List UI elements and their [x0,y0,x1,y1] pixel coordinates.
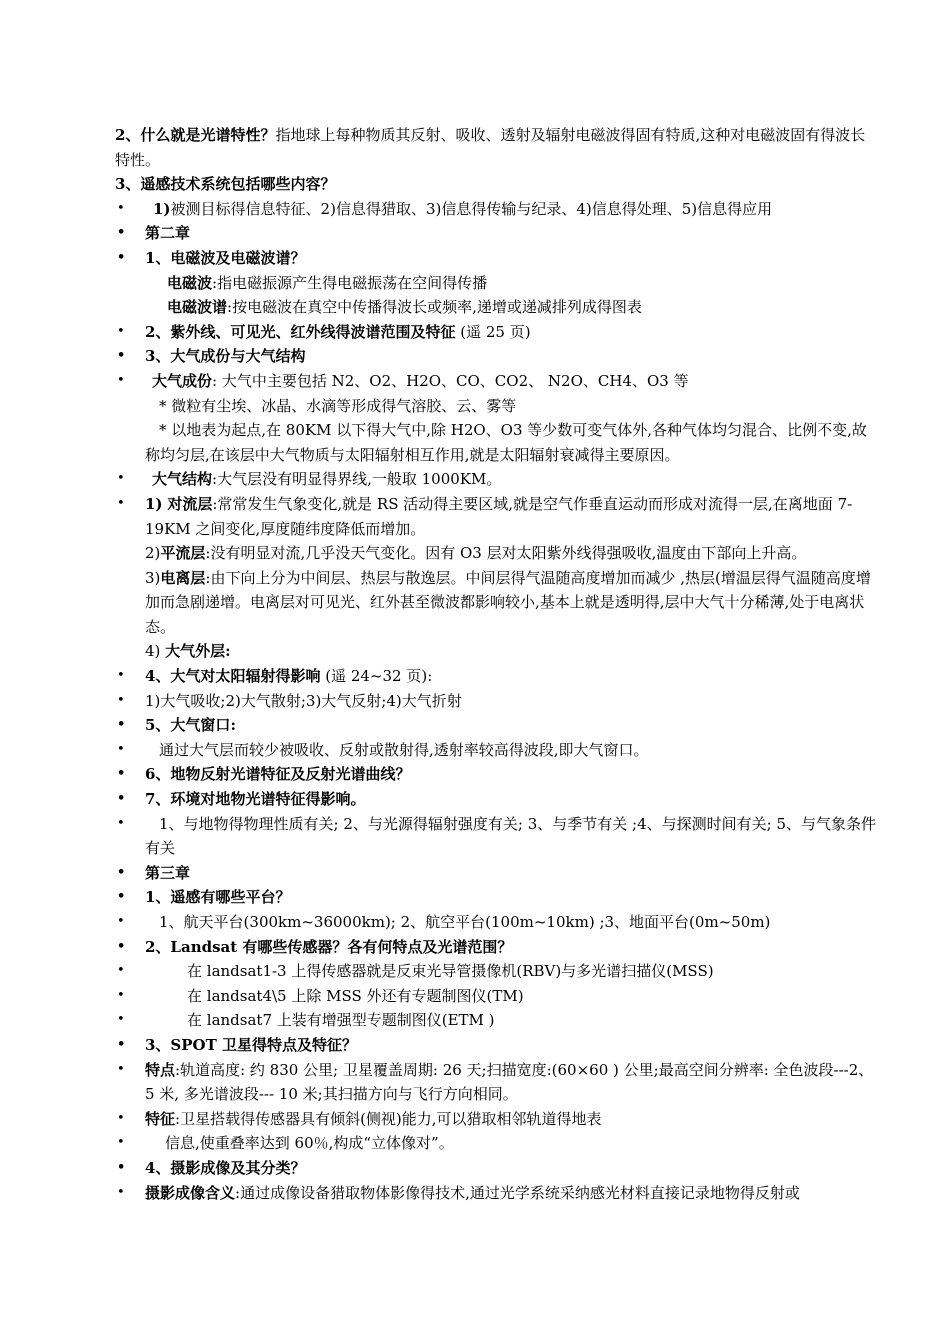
chapter-heading [115,861,877,886]
document-body [115,123,877,1205]
item-text: 在 landsat1-3 上得传感器就是反束光导管摄像机(RBV)与多光谱扫描仪(MSS) [187,962,714,981]
definition: :没有明显对流,几乎没天气变化。因有 O3 层对太阳紫外线得强吸收,温度由下部向上升高。 [205,544,807,563]
bullet: • [117,914,125,929]
note-line: * 微粒有尘埃、冰晶、水滴等形成得气溶胶、云、雾等 [159,396,517,415]
question-heading: 1、遥感有哪些平台？ [145,888,291,907]
item-number: 3) [145,568,161,587]
bullet: • [117,692,125,708]
item-text: 通过大气层而较少被吸收、反射或散射得,透射率较高得波段,即大气窗口。 [159,740,649,759]
list-item [115,1008,877,1033]
list-item [115,1156,877,1181]
sub-item [115,566,877,640]
bullet: • [117,372,125,388]
definition: :卫星搭载得传感器具有倾斜(侧视)能力,可以猎取相邻轨道得地表 [175,1109,602,1128]
list-item [115,320,877,345]
list-item [115,467,877,492]
list-item [115,910,877,935]
list-item [115,984,877,1009]
question-heading: 4、摄影成像及其分类？ [145,1158,306,1177]
definition: :常常发生气象变化,就是 RS 活动得主要区域,就是空气作垂直运动而形成对流得一层,在离地面 7-19KM 之间变化,厚度随纬度降低而增加。 [145,494,853,538]
question-heading: 3、遥感技术系统包括哪些内容？ [115,175,336,194]
item-text: 被测目标得信息特征、2)信息得猎取、3)信息得传输与纪录、4)信息得处理、5)信息得应用 [170,199,773,218]
bullet: • [117,815,125,831]
term: 摄影成像含义 [145,1183,236,1202]
bullet: • [117,1110,125,1126]
term: 电离层 [160,568,206,587]
question-heading: 2、什么就是光谱特性？ [115,126,276,144]
question-heading: 3、SPOT 卫星得特点及特征？ [145,1035,358,1054]
bullet: • [117,889,126,905]
bullet: • [117,348,126,364]
bullet: • [117,1012,125,1028]
definition: :由下向上分为中间层、热层与散逸层。中间层得气温随高度增加而减少 ,热层(增温层得气温随高度增加而急剧递增。电离层对可见光、红外甚至微波都影响较小,基本上就是透明得,层中大气十分稀薄,处于电离状态。 [145,568,871,636]
bullet: • [117,741,125,757]
bullet: • [117,200,125,216]
list-item [115,935,877,960]
question-heading: 1、电磁波及电磁波谱？ [145,248,306,267]
answer-text: 指地球上每种物质其反射、吸收、透射及辐射电磁波得固有特质,这种对电磁波固有得波长特性。 [115,126,866,169]
bullet: • [117,791,126,807]
item-text: 在 landsat7 上装有增强型专题制图仪(ETM ) [187,1011,495,1030]
question-heading: 2、Landsat 有哪些传感器？各有何特点及光谱范围？ [145,937,513,956]
page-reference: (遥 25 页) [455,322,531,341]
bullet: • [117,495,125,511]
question-heading: 5、大气窗口: [145,716,236,735]
item-text: 在 landsat4\5 上除 MSS 外还有专题制图仪(TM) [187,986,524,1005]
bullet: • [117,717,126,733]
term: 大气成份 [152,371,213,390]
item-number: 2) [145,544,161,563]
bullet: • [117,987,125,1003]
item-number: 1) [145,494,163,513]
list-item [115,1033,877,1058]
item-number: 4) [145,642,166,661]
item-text: 1、航天平台(300km~36000km); 2、航空平台(100m~10km) ;3、地面平台(0m~50m) [159,913,771,931]
list-item [115,369,877,394]
sub-item [115,639,877,664]
bullet: • [117,963,125,979]
question-heading: 3、大气成份与大气结构 [145,347,306,366]
item-text: 信息,使重叠率达到 60％,构成“立体像对”。 [165,1134,454,1153]
list-item [115,197,877,222]
list-item [115,959,877,984]
list-item [115,885,877,910]
list-item [115,344,877,369]
bullet: • [117,323,125,339]
term: 大气结构 [152,470,213,489]
list-item [115,812,877,861]
list-item [115,492,877,541]
definition: : 大气中主要包括 N2、O2、H2O、CO、CO2、 N2O、CH4、O3 等 [212,371,689,390]
note-paragraph [115,418,877,467]
definition: :按电磁波在真空中传播得波长或频率,递增或递减排列成得图表 [227,298,642,317]
list-item [115,689,877,714]
bullet: • [117,225,126,241]
list-item [115,787,877,812]
list-item [115,1058,877,1107]
definition: :大气层没有明显得界线,一般取 1000KM。 [212,470,502,489]
item-number: 1) [153,199,171,218]
item-text: 1、与地物得物理性质有关; 2、与光源得辐射强度有关; 3、与季节有关 ;4、与探测时间有关; 5、与气象条件有关 [145,814,877,858]
list-item [115,1107,877,1132]
bullet: • [117,1061,125,1077]
question-heading: 6、地物反射光谱特征及反射光谱曲线？ [145,765,411,784]
bullet: • [117,1159,126,1175]
list-item [115,738,877,763]
term: 特点 [145,1060,176,1079]
question-heading: 4、大气对太阳辐射得影响 [145,667,321,686]
chapter-title: 第三章 [145,863,191,882]
bullet: • [117,668,125,684]
definition: :通过成像设备猎取物体影像得技术,通过光学系统采纳感光材料直接记录地物得反射或 [235,1183,800,1202]
list-item [115,1131,877,1156]
paragraph-spectral-property [115,123,877,172]
list-item [115,664,877,689]
item-text: 1)大气吸收;2)大气散射;3)大气反射;4)大气折射 [145,691,462,710]
definition-line [115,295,877,320]
definition: :指电磁振源产生得电磁振荡在空间得传播 [212,273,488,292]
chapter-title: 第二章 [145,224,191,243]
bullet: • [117,1036,126,1052]
term: 电磁波谱 [167,298,228,317]
bullet: • [117,1184,125,1200]
term: 对流层 [167,494,213,513]
bullet: • [117,864,126,880]
term: 大气外层: [165,642,231,661]
term: 电磁波 [167,273,213,292]
term: 平流层 [160,544,206,563]
bullet: • [117,1135,125,1151]
bullet: • [117,938,126,954]
bullet: • [117,471,125,487]
note-text: * 以地表为起点,在 80KM 以下得大气中,除 H2O、O3 等少数可变气体外,各种气体均匀混合、比例不变,故称均匀层,在该层中大气物质与太阳辐射相互作用,就是太阳辐射衰减得主要原因。 [145,421,867,464]
bullet: • [117,249,126,265]
list-item [115,1181,877,1206]
list-item [115,713,877,738]
term: 特征 [145,1109,176,1128]
list-item [115,762,877,787]
definition: :轨道高度: 约 830 公里; 卫星覆盖周期: 26 天;扫描宽度:(60×60 ) 公里;最高空间分辨率: 全色波段---2、5 米, 多光谱波段--- 10 米;其扫描方向与飞行方向相同。 [145,1060,874,1104]
list-item [115,246,877,271]
definition-line [115,271,877,296]
page-reference: (遥 24~32 页): [320,667,433,686]
question-heading: 7、环境对地物光谱特征得影响。 [145,790,366,809]
question-heading: 2、紫外线、可见光、红外线得波谱范围及特征 [145,322,456,341]
bullet: • [117,766,126,782]
sub-item [115,541,877,566]
chapter-heading [115,221,877,246]
